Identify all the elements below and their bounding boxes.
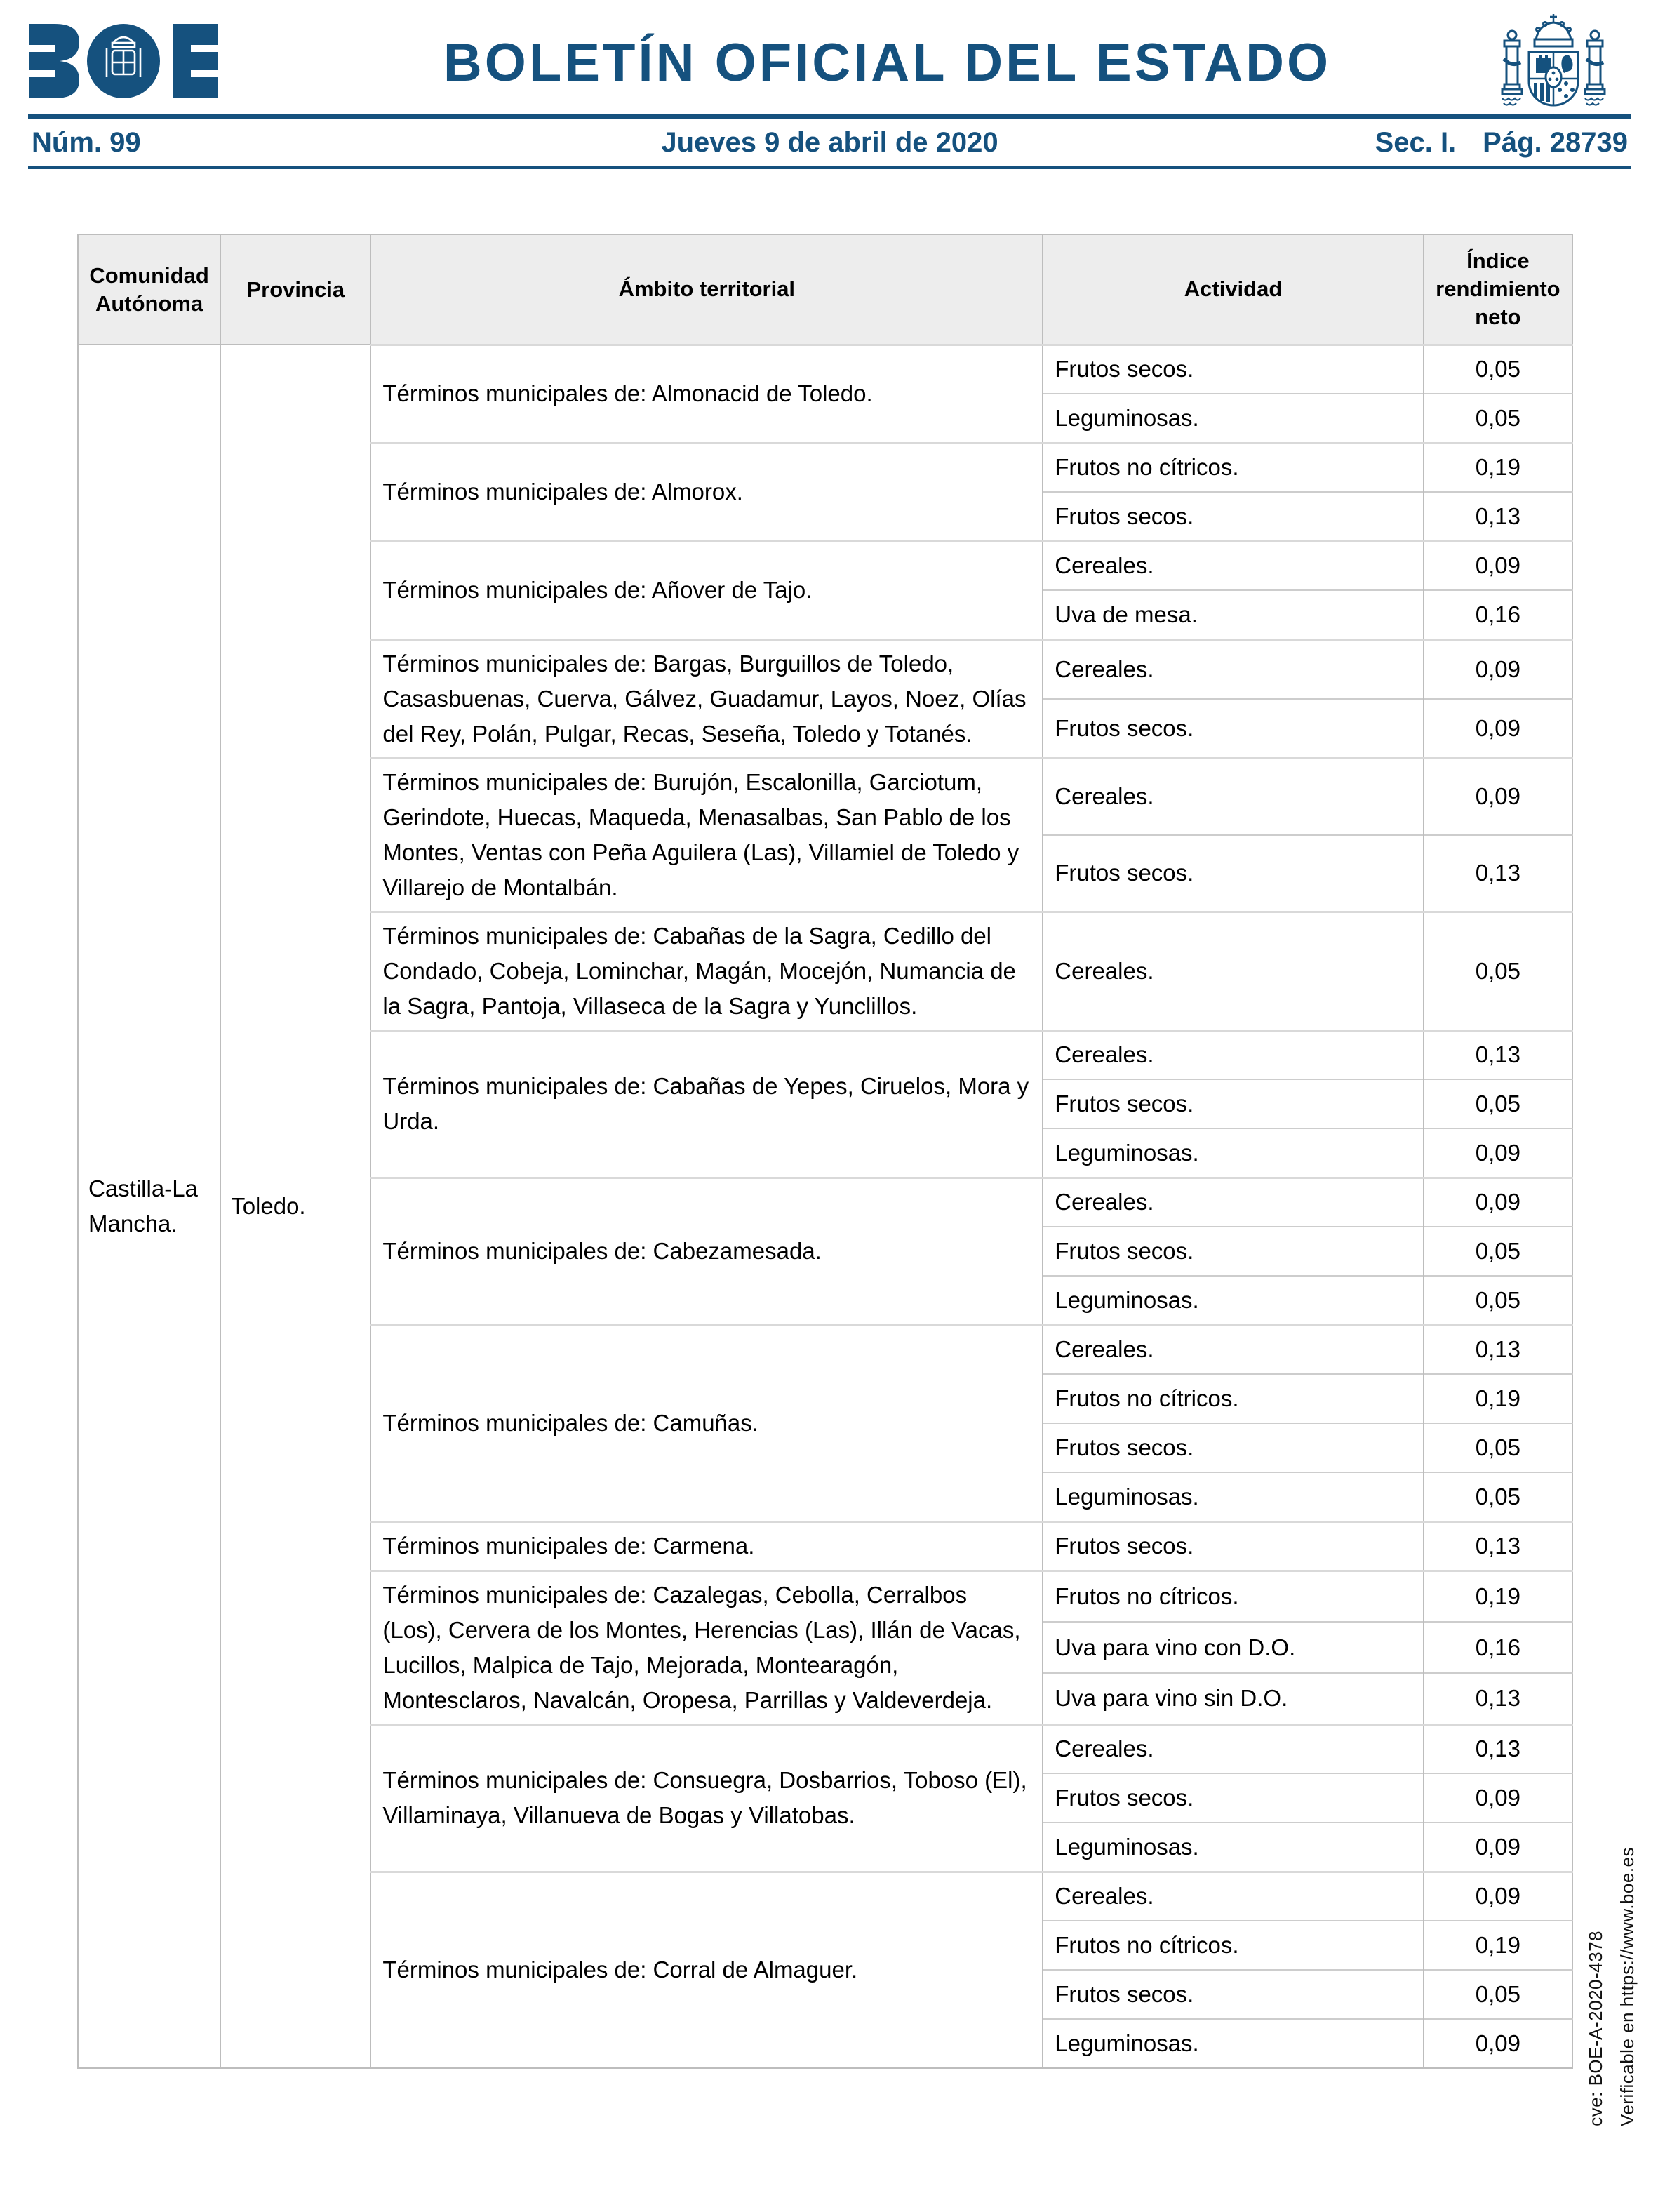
ambito-cell: Términos municipales de: Cabañas de Yepes, Ciruelos, Mora y Urda. <box>370 1030 1043 1178</box>
actividad-cell: Cereales. <box>1043 758 1424 835</box>
actividad-cell: Leguminosas. <box>1043 394 1424 443</box>
actividad-cell: Cereales. <box>1043 1030 1424 1079</box>
ambito-cell: Términos municipales de: Añover de Tajo. <box>370 541 1043 639</box>
issue-number: Núm. 99 <box>32 126 141 158</box>
comunidad-cell: Castilla-La Mancha. <box>78 345 220 2068</box>
actividad-cell: Cereales. <box>1043 912 1424 1030</box>
indice-cell: 0,13 <box>1424 1325 1572 1374</box>
actividad-cell: Leguminosas. <box>1043 2019 1424 2068</box>
masthead <box>0 10 1658 115</box>
actividad-cell: Frutos no cítricos. <box>1043 1921 1424 1970</box>
table-row <box>78 345 1572 394</box>
indice-cell: 0,05 <box>1424 1970 1572 2019</box>
table-header-row <box>78 234 1572 345</box>
ambito-cell: Términos municipales de: Corral de Almaguer. <box>370 1872 1043 2068</box>
indice-cell: 0,09 <box>1424 1773 1572 1823</box>
section-page <box>1375 127 1628 159</box>
ambito-cell: Términos municipales de: Bargas, Burguillos de Toledo, Casasbuenas, Cuerva, Gálvez, Guadamur, Layos, Noez, Olías del Rey, Polán, Pulgar, Recas, Seseña, Toledo y Totanés. <box>370 639 1043 758</box>
provincia-cell: Toledo. <box>220 345 370 2068</box>
indice-cell: 0,09 <box>1424 1128 1572 1178</box>
indice-cell: 0,05 <box>1424 1276 1572 1325</box>
actividad-cell: Cereales. <box>1043 1872 1424 1921</box>
actividad-cell: Frutos no cítricos. <box>1043 1374 1424 1423</box>
ambito-cell: Términos municipales de: Cabezamesada. <box>370 1178 1043 1325</box>
boe-logo-icon <box>29 24 218 102</box>
indice-cell: 0,09 <box>1424 639 1572 699</box>
actividad-cell: Frutos secos. <box>1043 492 1424 541</box>
section-label: Sec. I. <box>1375 126 1457 158</box>
indice-cell: 0,13 <box>1424 1521 1572 1571</box>
page-number: Pág. 28739 <box>1483 126 1628 158</box>
actividad-cell: Uva para vino sin D.O. <box>1043 1673 1424 1724</box>
header-meta-row <box>32 121 1628 164</box>
ambito-cell: Términos municipales de: Almonacid de Toledo. <box>370 345 1043 443</box>
ambito-cell: Términos municipales de: Cabañas de la Sagra, Cedillo del Condado, Cobeja, Lominchar, Magán, Mocejón, Numancia de la Sagra, Pantoja, Villaseca de la Sagra y Yunclillos. <box>370 912 1043 1030</box>
indice-cell: 0,19 <box>1424 1571 1572 1622</box>
indice-cell: 0,05 <box>1424 1472 1572 1521</box>
actividad-cell: Frutos secos. <box>1043 1773 1424 1823</box>
header-rule-bottom <box>28 166 1631 169</box>
actividad-cell: Frutos secos. <box>1043 1227 1424 1276</box>
ambito-cell: Términos municipales de: Cazalegas, Cebolla, Cerralbos (Los), Cervera de los Montes, Herencias (Las), Illán de Vacas, Lucillos, Malpica de Tajo, Mejorada, Montearagón, Montesclaros, Navalcán, Oropesa, Parrillas y Valdeverdeja. <box>370 1571 1043 1724</box>
indice-cell: 0,05 <box>1424 1079 1572 1128</box>
actividad-cell: Frutos no cítricos. <box>1043 443 1424 492</box>
indice-cell: 0,13 <box>1424 1673 1572 1724</box>
actividad-cell: Uva para vino con D.O. <box>1043 1622 1424 1673</box>
actividad-cell: Leguminosas. <box>1043 1276 1424 1325</box>
actividad-cell: Leguminosas. <box>1043 1472 1424 1521</box>
indice-cell: 0,05 <box>1424 1227 1572 1276</box>
actividad-cell: Frutos secos. <box>1043 1521 1424 1571</box>
actividad-cell: Frutos secos. <box>1043 835 1424 912</box>
actividad-cell: Frutos secos. <box>1043 1079 1424 1128</box>
indice-cell: 0,16 <box>1424 1622 1572 1673</box>
col-header-provincia: Provincia <box>220 234 370 345</box>
ambito-cell: Términos municipales de: Carmena. <box>370 1521 1043 1571</box>
indice-cell: 0,09 <box>1424 1872 1572 1921</box>
col-header-indice: Índice rendimiento neto <box>1424 234 1572 345</box>
actividad-cell: Uva de mesa. <box>1043 590 1424 639</box>
ambito-cell: Términos municipales de: Camuñas. <box>370 1325 1043 1521</box>
actividad-cell: Frutos no cítricos. <box>1043 1571 1424 1622</box>
header-rule-top <box>28 114 1631 119</box>
actividad-cell: Frutos secos. <box>1043 345 1424 394</box>
col-header-actividad: Actividad <box>1043 234 1424 345</box>
indice-cell: 0,05 <box>1424 394 1572 443</box>
indice-cell: 0,05 <box>1424 345 1572 394</box>
rendimiento-neto-table <box>77 234 1573 2069</box>
indice-cell: 0,05 <box>1424 1423 1572 1472</box>
verification-url: Verificable en https://www.boe.es <box>1617 1846 1638 2126</box>
actividad-cell: Cereales. <box>1043 1724 1424 1773</box>
indice-cell: 0,13 <box>1424 1724 1572 1773</box>
indice-cell: 0,05 <box>1424 912 1572 1030</box>
col-header-comunidad: Comunidad Autónoma <box>78 234 220 345</box>
indice-cell: 0,13 <box>1424 835 1572 912</box>
actividad-cell: Leguminosas. <box>1043 1128 1424 1178</box>
ambito-cell: Términos municipales de: Almorox. <box>370 443 1043 541</box>
indice-cell: 0,19 <box>1424 1921 1572 1970</box>
coat-of-arms-icon <box>1501 14 1606 112</box>
indice-cell: 0,09 <box>1424 1823 1572 1872</box>
actividad-cell: Frutos secos. <box>1043 1423 1424 1472</box>
page-title: BOLETÍN OFICIAL DEL ESTADO <box>443 32 1332 93</box>
actividad-cell: Frutos secos. <box>1043 699 1424 759</box>
indice-cell: 0,16 <box>1424 590 1572 639</box>
issue-date: Jueves 9 de abril de 2020 <box>661 126 998 158</box>
indice-cell: 0,09 <box>1424 2019 1572 2068</box>
side-note <box>1583 1847 1640 2126</box>
indice-cell: 0,19 <box>1424 443 1572 492</box>
indice-cell: 0,09 <box>1424 541 1572 590</box>
indice-cell: 0,19 <box>1424 1374 1572 1423</box>
actividad-cell: Cereales. <box>1043 1178 1424 1227</box>
indice-cell: 0,09 <box>1424 1178 1572 1227</box>
actividad-cell: Cereales. <box>1043 639 1424 699</box>
indice-cell: 0,13 <box>1424 1030 1572 1079</box>
actividad-cell: Frutos secos. <box>1043 1970 1424 2019</box>
indice-cell: 0,09 <box>1424 758 1572 835</box>
ambito-cell: Términos municipales de: Consuegra, Dosbarrios, Toboso (El), Villaminaya, Villanueva de Bogas y Villatobas. <box>370 1724 1043 1872</box>
cve-code: cve: BOE-A-2020-4378 <box>1585 1931 1606 2126</box>
actividad-cell: Cereales. <box>1043 1325 1424 1374</box>
ambito-cell: Términos municipales de: Burujón, Escalonilla, Garciotum, Gerindote, Huecas, Maqueda, Menasalbas, San Pablo de los Montes, Ventas con Peña Aguilera (Las), Villamiel de Toledo y Villarejo de Montalbán. <box>370 758 1043 912</box>
indice-cell: 0,09 <box>1424 699 1572 759</box>
col-header-ambito: Ámbito territorial <box>370 234 1043 345</box>
indice-cell: 0,13 <box>1424 492 1572 541</box>
actividad-cell: Leguminosas. <box>1043 1823 1424 1872</box>
actividad-cell: Cereales. <box>1043 541 1424 590</box>
